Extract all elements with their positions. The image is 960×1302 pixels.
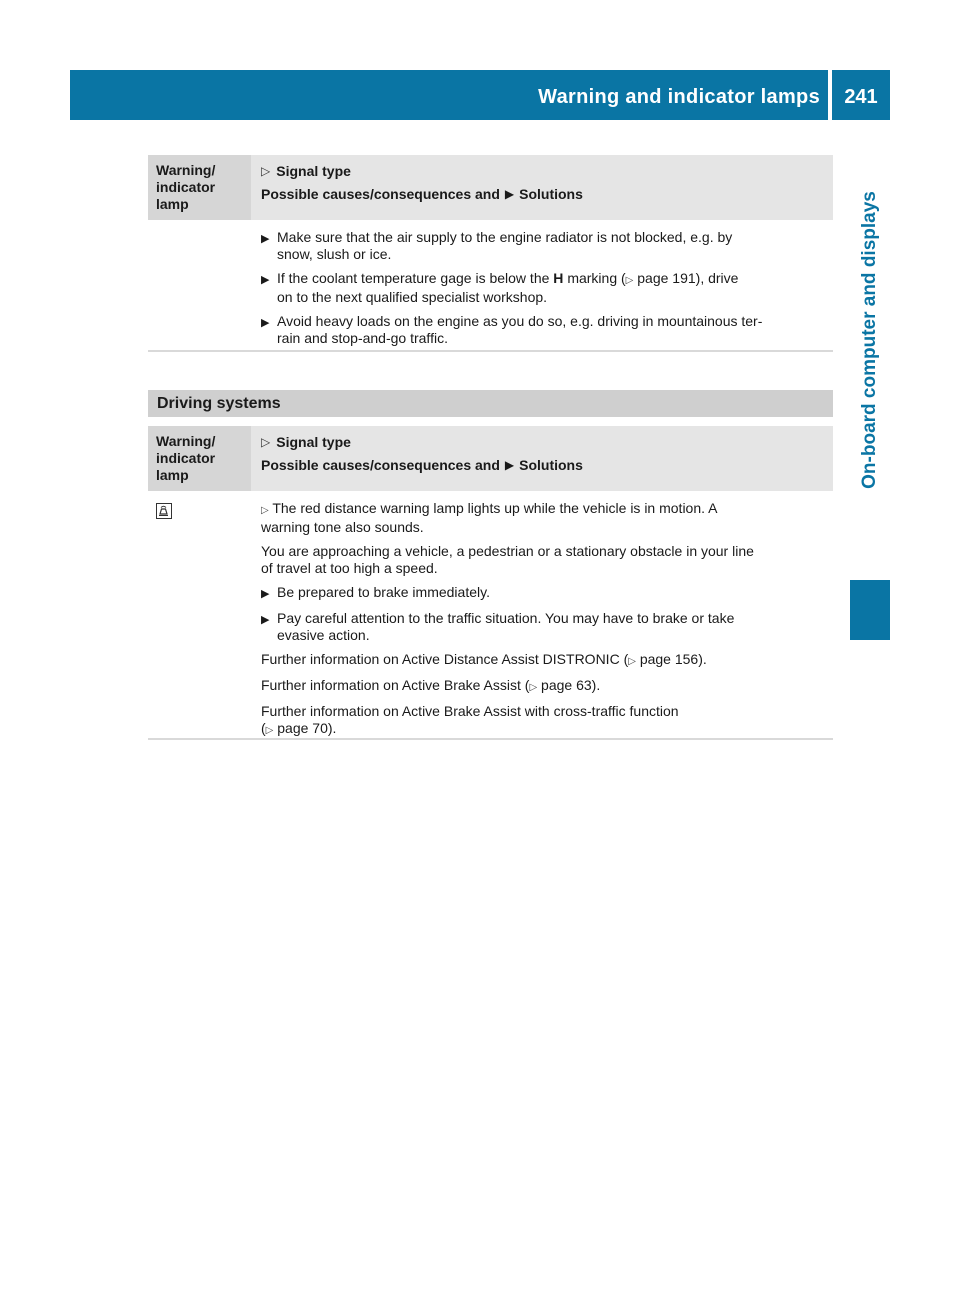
lamp-cell [148, 491, 251, 746]
table-body [148, 220, 833, 354]
signal-column-header: ▷ Signal type Possible causes/consequences and ▶ Solutions [261, 433, 583, 473]
table-body [148, 491, 833, 746]
table-header [148, 426, 833, 491]
further-info: Further information on Active Distance Assist DISTRONIC (▷ page 156). [261, 651, 707, 667]
page-reference-link[interactable]: page 191), drive [637, 270, 739, 286]
page-number: 241 [844, 86, 878, 108]
cause-description: You are approaching a vehicle, a pedestrian or a stationary obstacle in your line of travel at too high a speed. [261, 543, 754, 576]
list-item: ▶ Pay careful attention to the traffic situation. You may have to brake or take evasive action. [261, 610, 735, 643]
signal-column-header: ▷ Signal type Possible causes/consequences and ▶ Solutions [261, 162, 583, 202]
signal-triangle-icon: ▷ [261, 163, 271, 178]
action-arrow-icon: ▶ [261, 614, 270, 626]
signal-triangle-icon: ▷ [261, 434, 271, 449]
action-arrow-icon: ▶ [261, 317, 270, 329]
further-info: Further information on Active Brake Assist with cross-traffic function (▷ page 70). [261, 703, 679, 736]
list-item: ▶ Avoid heavy loads on the engine as you do so, e.g. driving in mountainous ter- rain and stop-and-go traffic. [261, 313, 763, 346]
solution-arrow-icon: ▶ [504, 186, 515, 201]
section-title: Warning and indicator lamps [538, 86, 820, 108]
solutions-cell [251, 220, 833, 354]
solution-arrow-icon: ▶ [504, 457, 515, 472]
list-item: ▶ Be prepared to brake immediately. [261, 584, 823, 603]
lamp-cell-empty [148, 220, 251, 354]
header-divider [828, 70, 832, 120]
page-reference-link[interactable]: page 63). [541, 677, 601, 693]
action-arrow-icon: ▶ [261, 233, 270, 245]
page-ref-icon: ▷ [265, 725, 274, 736]
page-ref-icon: ▷ [625, 275, 634, 286]
signal-description: ▷ The red distance warning lamp lights up while the vehicle is in motion. A warning tone also sounds. [261, 500, 718, 535]
table-bottom-rule [148, 738, 833, 740]
page-header-bar [70, 70, 890, 120]
page-reference-link[interactable]: page 70). [277, 720, 337, 736]
page-reference-link[interactable]: page 156). [639, 651, 707, 667]
chapter-side-tab [850, 120, 890, 560]
coolant-table [148, 155, 833, 354]
page-ref-icon: ▷ [529, 682, 538, 693]
list-item: ▶ If the coolant temperature gage is below the H marking (▷ page 191), drive on to the next qualified specialist workshop. [261, 270, 739, 305]
signal-triangle-icon: ▷ [261, 505, 269, 516]
driving-systems-table [148, 426, 833, 746]
chapter-title: On-board computer and displays [859, 191, 880, 489]
action-arrow-icon: ▶ [261, 588, 270, 600]
section-heading: Driving systems [148, 390, 833, 417]
lamp-column-header: Warning/ indicator lamp [148, 155, 251, 220]
chapter-marker [850, 580, 890, 640]
page-ref-icon: ▷ [628, 656, 636, 667]
action-arrow-icon: ▶ [261, 274, 270, 286]
list-item: ▶ Make sure that the air supply to the engine radiator is not blocked, e.g. by snow, slush or ice. [261, 229, 733, 262]
table-header [148, 155, 833, 220]
further-info: Further information on Active Brake Assist (▷ page 63). [261, 677, 601, 693]
lamp-column-header: Warning/ indicator lamp [148, 426, 251, 491]
table-bottom-rule [148, 350, 833, 352]
solutions-cell [251, 491, 833, 746]
distance-warning-lamp-icon [156, 503, 172, 519]
